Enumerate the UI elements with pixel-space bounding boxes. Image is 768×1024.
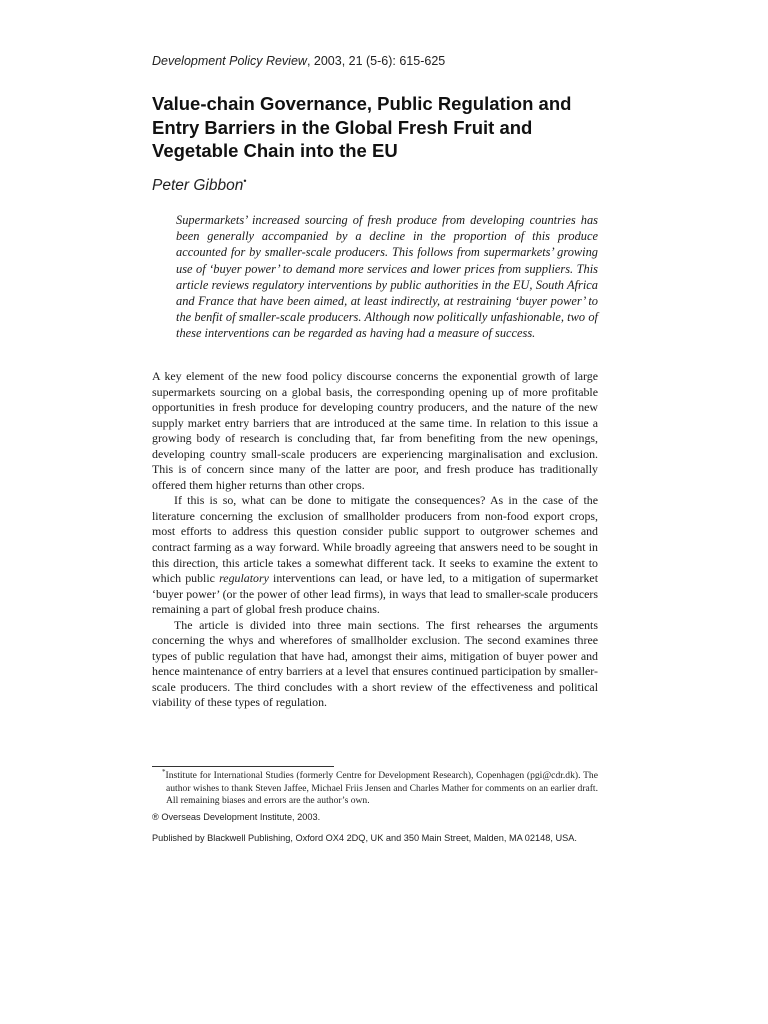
body-paragraph-1: A key element of the new food policy discourse concerns the exponential growth of large supermarkets sourcing on a global basis, the corresponding opening up of more profitable opportunities in fresh produce for developing country producers, and the nature of the new supply market entry barriers that are introduced at the same time. In relation to this issue a growing body of research is concluding that, far from benefiting from the new openings, developing country small-scale producers are experiencing marginalisation and exclusion. This is of concern since many of the latter are poor, and fresh produce has traditionally offered them higher returns than other crops. — [152, 369, 598, 492]
abstract: Supermarkets’ increased sourcing of fresh produce from developing countries has been generally accompanied by a decline in the proportion of this produce accounted for by smaller-scale producers. This follows from supermarkets’ growing use of ‘buyer power’ to demand more services and lower prices from suppliers. This article reviews regulatory interventions by public authorities in the EU, South Africa and France that have been aimed, at least indirectly, at restraining ‘buyer power’ to the benfit of smaller-scale producers. Although now politically unfashionable, two of these interventions can be regarded as having had a measure of success. — [176, 213, 598, 341]
author-footnote-mark: • — [243, 176, 247, 186]
footnote-mark: * — [162, 767, 166, 776]
journal-name: Development Policy Review — [152, 54, 307, 68]
body-paragraph-2-part-a: If this is so, what can be done to mitigate the consequences? As in the case of the literature concerning the exclusion of smallholder producers from non-food export crops, most efforts to address this question consider public support to outgrower schemes and contract farming as a way forward. While broadly agreeing that answers need to be sought in this direction, this article takes a somewhat different tack. It seeks to examine the extent to which public — [152, 493, 598, 586]
publisher-line: Published by Blackwell Publishing, Oxford OX4 2DQ, UK and 350 Main Street, Malden, MA 02148, USA. — [152, 833, 577, 843]
journal-volume-pages: , 2003, 21 (5-6): 615-625 — [306, 54, 446, 68]
article-title: Value-chain Governance, Public Regulation and Entry Barriers in the Global Fresh Fruit and Vegetable Chain into the EU — [152, 93, 572, 161]
body-paragraph-2 — [152, 493, 598, 617]
footnote — [162, 767, 598, 808]
footnote-divider — [152, 766, 334, 767]
author-line — [152, 176, 247, 195]
copyright-line: ® Overseas Development Institute, 2003. — [152, 812, 321, 822]
body-paragraph-2-emphasis: regulatory — [219, 571, 269, 586]
footnote-text: Institute for International Studies (formerly Centre for Development Research), Copenhagen (pgi@cdr.dk). The author wishes to thank Steven Jaffee, Michael Friis Jensen and Charles Mather for comments on an earlier draft. All remaining biases and errors are the author’s own. — [165, 770, 598, 807]
body-paragraph-3: The article is divided into three main sections. The first rehearses the arguments concerning the whys and wherefores of smallholder exclusion. The second examines three types of public regulation that have had, amongst their aims, mitigation of buyer power and hence maintenance of entry barriers at a level that ensures continued participation by smaller-scale producers. The third concludes with a short review of the effectiveness and political viability of these types of regulation. — [152, 617, 598, 710]
journal-citation — [152, 54, 445, 68]
article-body — [152, 369, 598, 711]
author-name: Peter Gibbon — [152, 177, 244, 195]
body-paragraph-2-part-b: interventions can lead, or have led, to a mitigation of supermarket ‘buyer power’ (or the power of other lead firms), in ways that lead to smaller-scale producers remaining a part of global fresh produce chains. — [152, 571, 598, 617]
